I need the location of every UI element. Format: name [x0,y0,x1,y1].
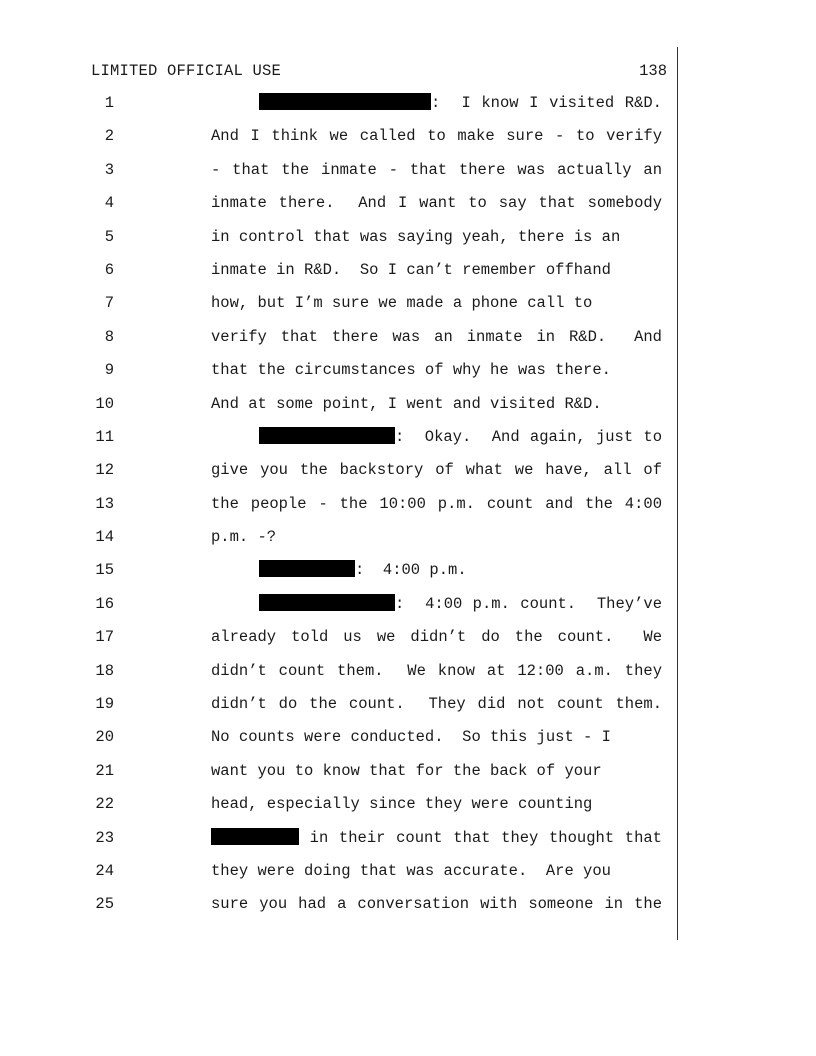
transcript-line [0,761,816,794]
line-number: 15 [95,561,114,580]
line-number: 5 [104,227,114,246]
line-content: : 4:00 p.m. count. They’ve [395,594,662,613]
line-number: 12 [95,461,114,480]
line-content: : Okay. And again, just to [395,427,662,446]
transcript-line [0,861,816,894]
line-content: : 4:00 p.m. [355,561,467,580]
line-text: in control that was saying yeah, there is an [211,227,621,246]
line-text [259,594,662,614]
line-number: 22 [95,795,114,814]
transcript-line [0,727,816,760]
line-text [259,560,467,580]
transcript-line [0,427,816,460]
line-number: 16 [95,594,114,613]
transcript-line [0,193,816,226]
line-text: didn’t count them. We know at 12:00 a.m. they [211,661,662,680]
line-number: 10 [95,394,114,413]
line-number: 2 [104,127,114,146]
line-text [259,93,662,113]
redaction-block [211,828,299,845]
transcript-line [0,293,816,326]
line-text: head, especially since they were counting [211,795,593,814]
transcript-line [0,828,816,861]
line-number: 1 [104,94,114,112]
transcript-line [0,694,816,727]
transcript-line [0,661,816,694]
line-number: 11 [95,427,114,446]
line-number: 17 [95,628,114,647]
line-text: verify that there was an inmate in R&D. And [211,327,662,346]
line-text: that the circumstances of why he was there. [211,361,611,380]
line-text: - that the inmate - that there was actually an [211,160,662,179]
transcript-line [0,260,816,293]
line-number: 20 [95,728,114,747]
line-number: 21 [95,761,114,780]
transcript-line [0,394,816,427]
line-number: 25 [95,895,114,914]
line-number: 9 [104,361,114,380]
transcript-line [0,327,816,360]
line-content: in their count that they thought that [299,828,662,847]
line-number: 7 [104,294,114,313]
line-text: the people - the 10:00 p.m. count and the 4:00 [211,494,662,513]
line-number: 3 [104,160,114,179]
transcript-line [0,594,816,627]
transcript-line [0,560,816,593]
redaction-block [259,427,395,444]
transcript-line [0,894,816,927]
line-content: : I know I visited R&D. [431,94,662,112]
transcript-line [0,627,816,660]
page-number: 138 [639,62,667,80]
line-text [211,828,662,848]
line-number: 23 [95,828,114,847]
line-text: give you the backstory of what we have, all of [211,461,662,480]
line-text: already told us we didn’t do the count. We [211,628,662,647]
page-header [91,61,667,81]
line-number: 8 [104,327,114,346]
line-text: want you to know that for the back of your [211,761,602,780]
transcript-line [0,160,816,193]
line-text [259,427,662,447]
line-number: 19 [95,695,114,714]
line-text: No counts were conducted. So this just - I [211,728,611,747]
line-text: p.m. -? [211,528,277,547]
transcript-line [0,527,816,560]
redaction-block [259,594,395,611]
line-number: 14 [95,528,114,547]
line-text: they were doing that was accurate. Are you [211,861,611,880]
transcript-body [0,93,816,928]
line-text: didn’t do the count. They did not count them. [211,695,662,714]
line-number: 6 [104,260,114,279]
redaction-block [259,93,431,110]
line-text: inmate in R&D. So I can’t remember offhand [211,260,611,279]
line-text: And at some point, I went and visited R&D. [211,394,602,413]
classification-marking: LIMITED OFFICIAL USE [91,62,282,80]
line-number: 18 [95,661,114,680]
line-number: 13 [95,494,114,513]
line-text: And I think we called to make sure - to verify [211,127,662,146]
transcript-line [0,494,816,527]
line-text: how, but I’m sure we made a phone call to [211,294,593,313]
transcript-line [0,227,816,260]
transcript-line [0,360,816,393]
line-number: 4 [104,194,114,213]
line-text: sure you had a conversation with someone in the [211,895,662,914]
transcript-line [0,460,816,493]
line-number: 24 [95,861,114,880]
line-text: inmate there. And I want to say that somebody [211,194,662,213]
transcript-line [0,93,816,126]
redaction-block [259,560,355,577]
transcript-line [0,126,816,159]
transcript-line [0,794,816,827]
